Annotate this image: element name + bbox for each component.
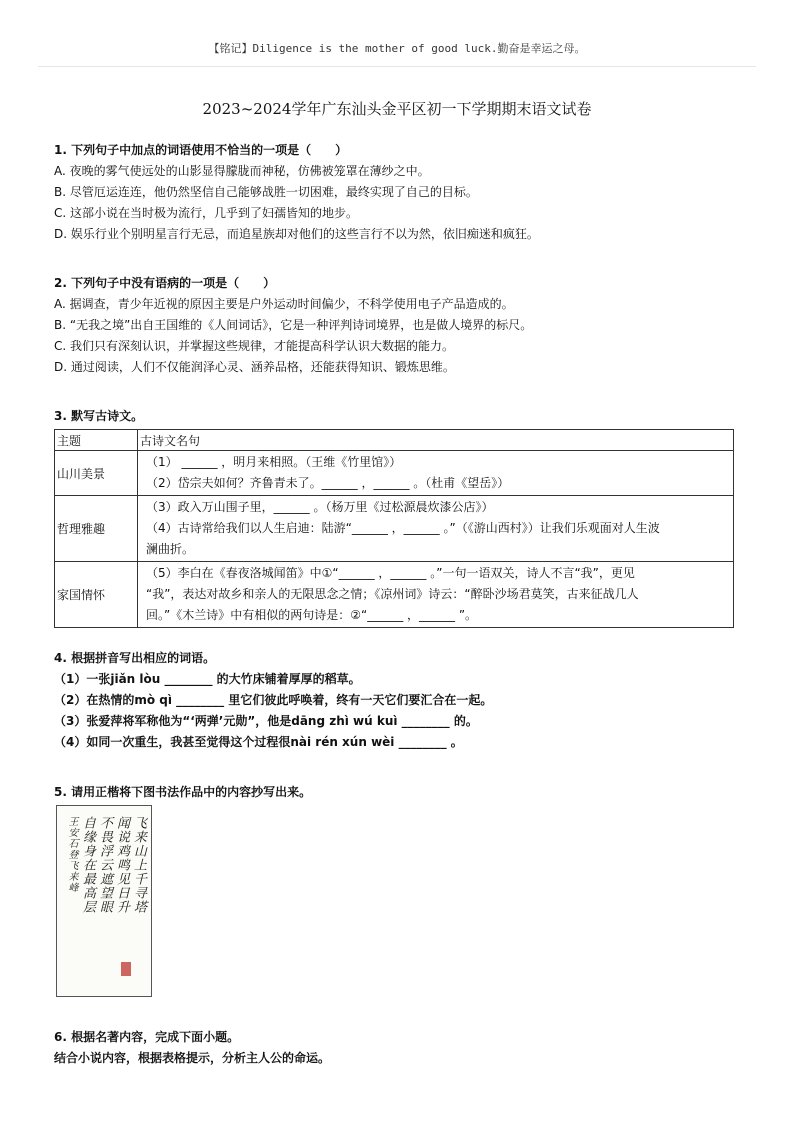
question-2-option-a: A. 据调查，青少年近视的原因主要是户外运动时间偏少，不科学使用电子产品造成的。 <box>54 297 514 311</box>
calligraphy-columns <box>66 816 145 914</box>
poetry-table-row <box>55 562 734 628</box>
question-4-item-2: （2）在热情的mò qì ________ 里它们彼此呼唤着，终有一天它们要汇合在一起。 <box>54 693 493 707</box>
poetry-table-content-cell <box>138 562 734 628</box>
poetry-table-theme-cell: 哲理雅趣 <box>55 496 138 562</box>
question-1-option-d: D. 娱乐行业个别明星言行无忌，而追星族却对他们的这些言行不以为然，依旧痴迷和疯狂。 <box>54 227 539 241</box>
question-4 <box>54 648 744 753</box>
poetry-table-content-cell <box>138 451 734 496</box>
question-1-option-a: A. 夜晚的雾气使远处的山影显得朦胧而神秘，仿佛被笼罩在薄纱之中。 <box>54 164 430 178</box>
poetry-line: （2）岱宗夫如何？齐鲁青未了。______ ，______ 。（杜甫《望岳》） <box>146 476 510 490</box>
poetry-table-header-row <box>55 430 734 451</box>
poetry-line: “我”，表达对故乡和亲人的无限思念之情；《凉州词》诗云：“醉卧沙场君莫笑，古来征战几人 <box>146 587 639 601</box>
question-4-item-4: （4）如同一次重生，我甚至觉得这个过程很nài rén xún wèi ________ 。 <box>54 735 463 749</box>
question-5 <box>54 782 744 803</box>
question-5-stem: 5. 请用正楷将下图书法作品中的内容抄写出来。 <box>54 785 312 799</box>
question-4-item-3: （3）张爱萍将军称他为“‘两弹’元勋”，他是dāng zhì wú kuì ________ 的。 <box>54 714 478 728</box>
question-2-stem: 2. 下列句子中没有语病的一项是（ ） <box>54 276 276 290</box>
question-2-option-b: B. “无我之境”出自王国维的《人间词话》，它是一种评判诗词境界，也是做人境界的标尺。 <box>54 318 533 332</box>
calligraphy-column: 不畏浮云遮望眼 <box>97 816 112 914</box>
poetry-line: 澜曲折。 <box>146 542 195 556</box>
header-divider <box>38 66 756 67</box>
question-3-stem: 3. 默写古诗文。 <box>54 409 144 423</box>
calligraphy-column: 闻说鸡鸣见日升 <box>114 816 129 914</box>
poetry-table-row <box>55 451 734 496</box>
poetry-line: （1） ______ ，明月来相照。（王维《竹里馆》） <box>146 455 402 469</box>
question-1-stem: 1. 下列句子中加点的词语使用不恰当的一项是（ ） <box>54 143 348 157</box>
question-3 <box>54 406 744 427</box>
poetry-line: 回。”《木兰诗》中有相似的两句诗是：②“______ ，______ ”。 <box>146 608 478 622</box>
poetry-line: （5）李白在《春夜洛城闻笛》中①“______ ，______ 。”一句一语双关，诗人不言“我”，更见 <box>146 566 635 580</box>
poetry-table-header-content: 古诗文名句 <box>138 430 734 451</box>
question-1 <box>54 140 744 245</box>
calligraphy-column: 自缘身在最高层 <box>80 816 95 914</box>
calligraphy-column: 王安石登飞来峰 <box>66 816 77 893</box>
poetry-table-theme-cell: 山川美景 <box>55 451 138 496</box>
poetry-table-theme-cell: 家国情怀 <box>55 562 138 628</box>
question-2-option-c: C. 我们只有深刻认识，并掌握这些规律，才能提高科学认识大数据的能力。 <box>54 339 455 353</box>
question-6-stem: 6. 根据名著内容，完成下面小题。 <box>54 1030 240 1044</box>
exam-title: 2023~2024学年广东汕头金平区初一下学期期末语文试卷 <box>202 100 592 118</box>
calligraphy-column: 飞来山上千寻塔 <box>131 816 146 914</box>
poetry-table <box>54 429 734 628</box>
poetry-line: （4）古诗常给我们以人生启迪：陆游“______ ，______ 。”（《游山西村》）让我们乐观面对人生波 <box>146 521 660 535</box>
poetry-table-content-cell <box>138 496 734 562</box>
question-1-option-b: B. 尽管厄运连连，他仍然坚信自己能够战胜一切困难，最终实现了自己的目标。 <box>54 185 478 199</box>
seal-stamp-icon <box>121 962 131 976</box>
poetry-table-header-theme: 主题 <box>55 430 138 451</box>
question-4-stem: 4. 根据拼音写出相应的词语。 <box>54 651 216 665</box>
question-1-option-c: C. 这部小说在当时极为流行，几乎到了妇孺皆知的地步。 <box>54 206 359 220</box>
question-2-option-d: D. 通过阅读，人们不仅能润泽心灵、涵养品格，还能获得知识、锻炼思维。 <box>54 360 455 374</box>
poetry-table-row <box>55 496 734 562</box>
question-4-item-1: （1）一张jiǎn lòu ________ 的大竹床铺着厚厚的稻草。 <box>54 672 361 686</box>
calligraphy-image <box>56 805 152 997</box>
poetry-line: （3）政入万山围子里，______ 。（杨万里《过松源晨炊漆公店》） <box>146 500 494 514</box>
question-6-subtitle: 结合小说内容，根据表格提示，分析主人公的命运。 <box>54 1051 331 1065</box>
page-header-motto: 【铭记】Diligence is the mother of good luck.勤奋是幸运之母。 <box>208 42 586 55</box>
question-6 <box>54 1027 744 1069</box>
question-2 <box>54 273 744 378</box>
